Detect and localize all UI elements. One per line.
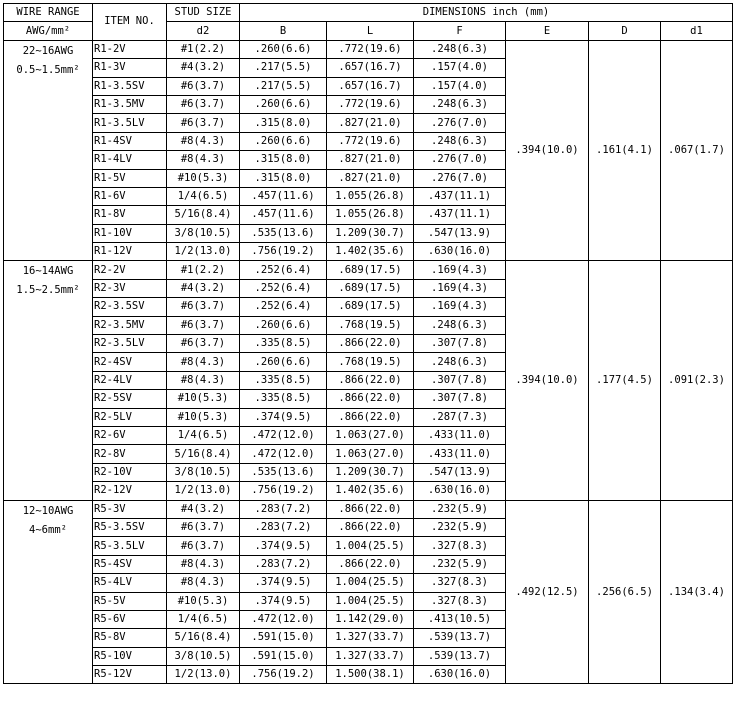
item-no-cell: R5-3.5SV bbox=[93, 518, 167, 536]
stud-size-cell: #10(5.3) bbox=[167, 169, 240, 187]
dim-b-cell: .591(15.0) bbox=[240, 647, 327, 665]
dim-f-cell: .169(4.3) bbox=[414, 261, 506, 279]
dim-l-cell: .866(22.0) bbox=[327, 408, 414, 426]
wire-range-awg: 16~14AWG bbox=[22, 265, 74, 278]
wire-range-unit-header: AWG/mm² bbox=[4, 22, 93, 40]
stud-size-cell: 5/16(8.4) bbox=[167, 445, 240, 463]
stud-size-cell: 5/16(8.4) bbox=[167, 629, 240, 647]
item-no-cell: R2-3.5SV bbox=[93, 298, 167, 316]
item-no-cell: R2-4SV bbox=[93, 353, 167, 371]
dim-f-cell: .307(7.8) bbox=[414, 371, 506, 389]
dim-l-cell: .866(22.0) bbox=[327, 390, 414, 408]
stud-size-cell: #6(3.7) bbox=[167, 518, 240, 536]
stud-size-cell: #10(5.3) bbox=[167, 592, 240, 610]
stud-size-cell: #10(5.3) bbox=[167, 408, 240, 426]
dim-l-cell: .827(21.0) bbox=[327, 114, 414, 132]
item-no-cell: R1-10V bbox=[93, 224, 167, 242]
dim-b-cell: .756(19.2) bbox=[240, 666, 327, 684]
item-no-cell: R2-4LV bbox=[93, 371, 167, 389]
item-no-cell: R5-10V bbox=[93, 647, 167, 665]
dim-d-cell: .177(4.5) bbox=[589, 261, 661, 500]
wire-range-cell bbox=[4, 500, 93, 684]
dim-l-cell: 1.327(33.7) bbox=[327, 629, 414, 647]
dim-b-cell: .472(12.0) bbox=[240, 445, 327, 463]
dim-b-cell: .335(8.5) bbox=[240, 335, 327, 353]
dim-l-cell: 1.402(35.6) bbox=[327, 482, 414, 500]
dim-l-cell: 1.402(35.6) bbox=[327, 243, 414, 261]
dim-l-cell: .866(22.0) bbox=[327, 371, 414, 389]
dim-b-cell: .252(6.4) bbox=[240, 298, 327, 316]
item-no-cell: R2-6V bbox=[93, 426, 167, 444]
item-no-cell: R2-3.5MV bbox=[93, 316, 167, 334]
stud-size-cell: 3/8(10.5) bbox=[167, 224, 240, 242]
dim-f-cell: .539(13.7) bbox=[414, 647, 506, 665]
dim-f-cell: .157(4.0) bbox=[414, 77, 506, 95]
dim-f-cell: .248(6.3) bbox=[414, 316, 506, 334]
dim-f-cell: .433(11.0) bbox=[414, 426, 506, 444]
dim-l-cell: .772(19.6) bbox=[327, 132, 414, 150]
table-header bbox=[4, 4, 733, 41]
dim-f-cell: .437(11.1) bbox=[414, 187, 506, 205]
dim-d-cell: .256(6.5) bbox=[589, 500, 661, 684]
dim-f-cell: .547(13.9) bbox=[414, 463, 506, 481]
dim-b-cell: .756(19.2) bbox=[240, 243, 327, 261]
dim-f-cell: .287(7.3) bbox=[414, 408, 506, 426]
item-no-cell: R5-4LV bbox=[93, 574, 167, 592]
dim-l-cell: 1.142(29.0) bbox=[327, 610, 414, 628]
dim-l-cell: .657(16.7) bbox=[327, 59, 414, 77]
dim-e-cell: .492(12.5) bbox=[506, 500, 589, 684]
item-no-cell: R1-2V bbox=[93, 40, 167, 58]
stud-size-cell: #6(3.7) bbox=[167, 114, 240, 132]
dim-l-cell: .866(22.0) bbox=[327, 335, 414, 353]
item-no-cell: R2-3.5LV bbox=[93, 335, 167, 353]
wire-range-awg: 12~10AWG bbox=[22, 504, 74, 517]
dim-l-cell: .772(19.6) bbox=[327, 95, 414, 113]
stud-d2-header: d2 bbox=[167, 22, 240, 40]
table-row bbox=[4, 261, 733, 279]
item-no-cell: R1-3.5MV bbox=[93, 95, 167, 113]
table-body bbox=[4, 40, 733, 684]
stud-size-cell: #8(4.3) bbox=[167, 353, 240, 371]
item-no-cell: R1-5V bbox=[93, 169, 167, 187]
col-f-header: F bbox=[414, 22, 506, 40]
stud-size-cell: #6(3.7) bbox=[167, 316, 240, 334]
dim-e-cell: .394(10.0) bbox=[506, 261, 589, 500]
dim-b-cell: .315(8.0) bbox=[240, 151, 327, 169]
dim-b-cell: .472(12.0) bbox=[240, 426, 327, 444]
dim-l-cell: 1.004(25.5) bbox=[327, 537, 414, 555]
item-no-cell: R1-4SV bbox=[93, 132, 167, 150]
dim-b-cell: .335(8.5) bbox=[240, 371, 327, 389]
item-no-header: ITEM NO. bbox=[93, 4, 167, 41]
dim-b-cell: .260(6.6) bbox=[240, 353, 327, 371]
dim-l-cell: 1.004(25.5) bbox=[327, 592, 414, 610]
stud-size-cell: #8(4.3) bbox=[167, 132, 240, 150]
dim-b-cell: .374(9.5) bbox=[240, 574, 327, 592]
dim-b-cell: .374(9.5) bbox=[240, 408, 327, 426]
dim-b-cell: .315(8.0) bbox=[240, 169, 327, 187]
dim-l-cell: 1.004(25.5) bbox=[327, 574, 414, 592]
col-e-header: E bbox=[506, 22, 589, 40]
item-no-cell: R5-6V bbox=[93, 610, 167, 628]
stud-size-cell: 5/16(8.4) bbox=[167, 206, 240, 224]
item-no-cell: R2-2V bbox=[93, 261, 167, 279]
dim-f-cell: .327(8.3) bbox=[414, 592, 506, 610]
dim-b-cell: .472(12.0) bbox=[240, 610, 327, 628]
stud-size-cell: 1/2(13.0) bbox=[167, 666, 240, 684]
dim-f-cell: .248(6.3) bbox=[414, 95, 506, 113]
dim-l-cell: .657(16.7) bbox=[327, 77, 414, 95]
stud-size-cell: #6(3.7) bbox=[167, 537, 240, 555]
stud-size-cell: 1/4(6.5) bbox=[167, 610, 240, 628]
dim-f-cell: .248(6.3) bbox=[414, 40, 506, 58]
dim-b-cell: .217(5.5) bbox=[240, 77, 327, 95]
col-d-header: D bbox=[589, 22, 661, 40]
dim-f-cell: .276(7.0) bbox=[414, 114, 506, 132]
item-no-cell: R2-5LV bbox=[93, 408, 167, 426]
col-b-header: B bbox=[240, 22, 327, 40]
dim-f-cell: .539(13.7) bbox=[414, 629, 506, 647]
dim-l-cell: .768(19.5) bbox=[327, 353, 414, 371]
wire-range-cell bbox=[4, 40, 93, 261]
stud-size-cell: #4(3.2) bbox=[167, 59, 240, 77]
stud-size-cell: 1/4(6.5) bbox=[167, 426, 240, 444]
terminal-dimensions-table bbox=[3, 3, 733, 684]
wire-range-header: WIRE RANGE bbox=[4, 4, 93, 22]
stud-size-cell: #6(3.7) bbox=[167, 335, 240, 353]
dim-l-cell: .866(22.0) bbox=[327, 518, 414, 536]
dim-f-cell: .232(5.9) bbox=[414, 500, 506, 518]
item-no-cell: R1-4LV bbox=[93, 151, 167, 169]
dim-l-cell: .866(22.0) bbox=[327, 555, 414, 573]
stud-size-cell: #10(5.3) bbox=[167, 390, 240, 408]
stud-size-cell: #1(2.2) bbox=[167, 261, 240, 279]
dim-b-cell: .374(9.5) bbox=[240, 537, 327, 555]
item-no-cell: R2-8V bbox=[93, 445, 167, 463]
dim-f-cell: .413(10.5) bbox=[414, 610, 506, 628]
dim-f-cell: .437(11.1) bbox=[414, 206, 506, 224]
dim-f-cell: .547(13.9) bbox=[414, 224, 506, 242]
dim-d1-cell: .067(1.7) bbox=[661, 40, 733, 261]
item-no-cell: R1-8V bbox=[93, 206, 167, 224]
item-no-cell: R1-3.5LV bbox=[93, 114, 167, 132]
stud-size-cell: 1/4(6.5) bbox=[167, 187, 240, 205]
dim-l-cell: .827(21.0) bbox=[327, 151, 414, 169]
item-no-cell: R5-3.5LV bbox=[93, 537, 167, 555]
dimensions-header: DIMENSIONS inch (mm) bbox=[240, 4, 733, 22]
dim-l-cell: .827(21.0) bbox=[327, 169, 414, 187]
dim-b-cell: .260(6.6) bbox=[240, 132, 327, 150]
dim-d1-cell: .091(2.3) bbox=[661, 261, 733, 500]
stud-size-cell: #1(2.2) bbox=[167, 40, 240, 58]
dim-f-cell: .307(7.8) bbox=[414, 335, 506, 353]
stud-size-cell: 1/2(13.0) bbox=[167, 482, 240, 500]
dim-l-cell: .866(22.0) bbox=[327, 500, 414, 518]
stud-size-cell: #6(3.7) bbox=[167, 95, 240, 113]
dim-l-cell: 1.063(27.0) bbox=[327, 426, 414, 444]
dim-f-cell: .248(6.3) bbox=[414, 132, 506, 150]
dim-l-cell: 1.055(26.8) bbox=[327, 206, 414, 224]
dim-b-cell: .315(8.0) bbox=[240, 114, 327, 132]
item-no-cell: R1-12V bbox=[93, 243, 167, 261]
dim-f-cell: .232(5.9) bbox=[414, 555, 506, 573]
dim-l-cell: .689(17.5) bbox=[327, 279, 414, 297]
dim-f-cell: .433(11.0) bbox=[414, 445, 506, 463]
dim-d1-cell: .134(3.4) bbox=[661, 500, 733, 684]
dim-b-cell: .457(11.6) bbox=[240, 206, 327, 224]
dim-f-cell: .248(6.3) bbox=[414, 353, 506, 371]
dim-l-cell: .689(17.5) bbox=[327, 298, 414, 316]
dim-b-cell: .591(15.0) bbox=[240, 629, 327, 647]
wire-range-awg: 22~16AWG bbox=[22, 44, 74, 57]
item-no-cell: R5-3V bbox=[93, 500, 167, 518]
dim-b-cell: .335(8.5) bbox=[240, 390, 327, 408]
dim-b-cell: .217(5.5) bbox=[240, 59, 327, 77]
stud-size-cell: #4(3.2) bbox=[167, 279, 240, 297]
dim-b-cell: .252(6.4) bbox=[240, 261, 327, 279]
wire-range-mm2: 0.5~1.5mm² bbox=[16, 63, 80, 76]
item-no-cell: R1-3V bbox=[93, 59, 167, 77]
wire-range-mm2: 4~6mm² bbox=[29, 523, 67, 536]
dim-f-cell: .327(8.3) bbox=[414, 574, 506, 592]
dim-f-cell: .169(4.3) bbox=[414, 298, 506, 316]
dim-l-cell: .768(19.5) bbox=[327, 316, 414, 334]
dim-l-cell: 1.209(30.7) bbox=[327, 224, 414, 242]
dim-b-cell: .535(13.6) bbox=[240, 463, 327, 481]
stud-size-header: STUD SIZE bbox=[167, 4, 240, 22]
item-no-cell: R1-6V bbox=[93, 187, 167, 205]
item-no-cell: R5-12V bbox=[93, 666, 167, 684]
dim-f-cell: .276(7.0) bbox=[414, 151, 506, 169]
dim-f-cell: .327(8.3) bbox=[414, 537, 506, 555]
dim-e-cell: .394(10.0) bbox=[506, 40, 589, 261]
dim-d-cell: .161(4.1) bbox=[589, 40, 661, 261]
dim-l-cell: 1.063(27.0) bbox=[327, 445, 414, 463]
wire-range-cell bbox=[4, 261, 93, 500]
dim-b-cell: .535(13.6) bbox=[240, 224, 327, 242]
stud-size-cell: #6(3.7) bbox=[167, 77, 240, 95]
stud-size-cell: #8(4.3) bbox=[167, 574, 240, 592]
item-no-cell: R1-3.5SV bbox=[93, 77, 167, 95]
col-d1-header: d1 bbox=[661, 22, 733, 40]
dim-f-cell: .630(16.0) bbox=[414, 243, 506, 261]
dim-l-cell: 1.327(33.7) bbox=[327, 647, 414, 665]
dim-b-cell: .283(7.2) bbox=[240, 555, 327, 573]
dim-b-cell: .260(6.6) bbox=[240, 316, 327, 334]
item-no-cell: R2-10V bbox=[93, 463, 167, 481]
dim-l-cell: 1.500(38.1) bbox=[327, 666, 414, 684]
table-row bbox=[4, 500, 733, 518]
dim-b-cell: .260(6.6) bbox=[240, 40, 327, 58]
item-no-cell: R2-12V bbox=[93, 482, 167, 500]
dim-f-cell: .157(4.0) bbox=[414, 59, 506, 77]
item-no-cell: R2-5SV bbox=[93, 390, 167, 408]
stud-size-cell: #6(3.7) bbox=[167, 298, 240, 316]
dim-l-cell: 1.055(26.8) bbox=[327, 187, 414, 205]
stud-size-cell: #4(3.2) bbox=[167, 500, 240, 518]
stud-size-cell: 3/8(10.5) bbox=[167, 463, 240, 481]
stud-size-cell: #8(4.3) bbox=[167, 555, 240, 573]
dim-b-cell: .457(11.6) bbox=[240, 187, 327, 205]
stud-size-cell: 3/8(10.5) bbox=[167, 647, 240, 665]
dim-l-cell: 1.209(30.7) bbox=[327, 463, 414, 481]
stud-size-cell: 1/2(13.0) bbox=[167, 243, 240, 261]
dim-b-cell: .756(19.2) bbox=[240, 482, 327, 500]
dim-b-cell: .374(9.5) bbox=[240, 592, 327, 610]
wire-range-mm2: 1.5~2.5mm² bbox=[16, 284, 80, 297]
dim-b-cell: .283(7.2) bbox=[240, 500, 327, 518]
col-l-header: L bbox=[327, 22, 414, 40]
dim-f-cell: .630(16.0) bbox=[414, 666, 506, 684]
dim-f-cell: .630(16.0) bbox=[414, 482, 506, 500]
dim-b-cell: .260(6.6) bbox=[240, 95, 327, 113]
dim-l-cell: .689(17.5) bbox=[327, 261, 414, 279]
stud-size-cell: #8(4.3) bbox=[167, 371, 240, 389]
dim-l-cell: .772(19.6) bbox=[327, 40, 414, 58]
stud-size-cell: #8(4.3) bbox=[167, 151, 240, 169]
table-row bbox=[4, 40, 733, 58]
dim-b-cell: .283(7.2) bbox=[240, 518, 327, 536]
item-no-cell: R5-8V bbox=[93, 629, 167, 647]
dim-b-cell: .252(6.4) bbox=[240, 279, 327, 297]
item-no-cell: R2-3V bbox=[93, 279, 167, 297]
dim-f-cell: .307(7.8) bbox=[414, 390, 506, 408]
dim-f-cell: .232(5.9) bbox=[414, 518, 506, 536]
dim-f-cell: .276(7.0) bbox=[414, 169, 506, 187]
item-no-cell: R5-5V bbox=[93, 592, 167, 610]
item-no-cell: R5-4SV bbox=[93, 555, 167, 573]
dim-f-cell: .169(4.3) bbox=[414, 279, 506, 297]
